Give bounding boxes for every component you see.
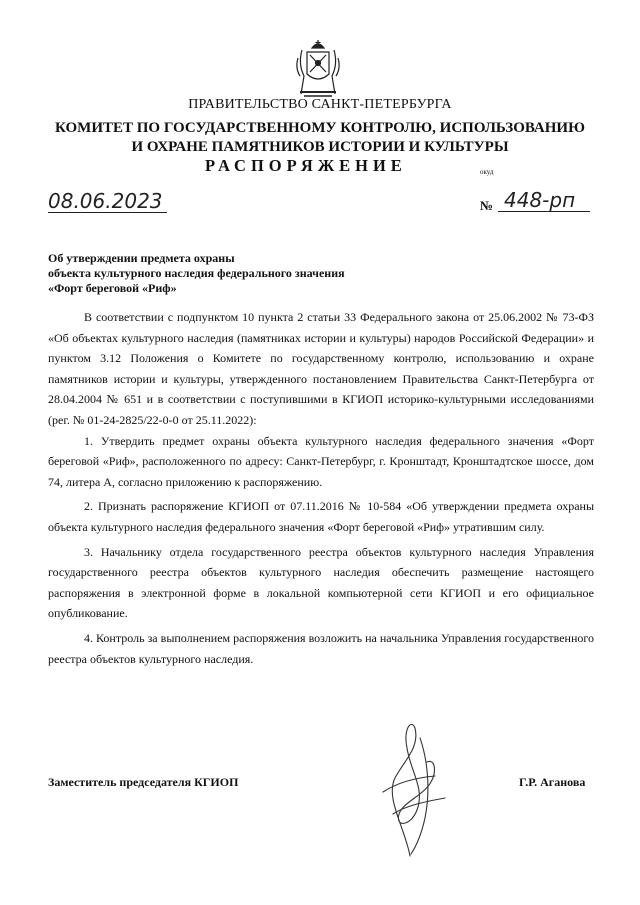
document-type-title: РАСПОРЯЖЕНИЕ <box>205 156 407 175</box>
committee-title-line-2: И ОХРАНЕ ПАМЯТНИКОВ ИСТОРИИ И КУЛЬТУРЫ <box>131 139 509 155</box>
coat-of-arms-emblem <box>292 38 344 100</box>
document-subject <box>48 251 378 296</box>
item-4-paragraph: 4. Контроль за выполнением распоряжения возложить на начальника Управления государственного реестра объектов культурного наследия. <box>48 630 594 666</box>
item-3-paragraph: 3. Начальнику отдела государственного реестра объектов культурного наследия Управления государственного реестра объектов культурного наследия обеспечить размещение настоящего распоряжения в электронной форме в локальной компьютерной сети КГИОП и его официальное опубликование. <box>48 544 594 621</box>
okud-label: окуд <box>480 168 494 176</box>
government-title: ПРАВИТЕЛЬСТВО САНКТ-ПЕТЕРБУРГА <box>188 97 452 112</box>
document-date: 08.06.2023 <box>48 191 167 213</box>
subject-line: «Форт береговой «Риф» <box>48 281 177 295</box>
subject-line: объекта культурного наследия федерального значения <box>48 266 345 280</box>
signatory-name: Г.Р. Аганова <box>519 775 586 789</box>
document-number: 448-рп <box>498 190 590 212</box>
document-body <box>48 307 594 669</box>
committee-title-line-1: КОМИТЕТ ПО ГОСУДАРСТВЕННОМУ КОНТРОЛЮ, ИСПОЛЬЗОВАНИЮ <box>55 120 585 136</box>
signatory-position: Заместитель председателя КГИОП <box>48 775 239 789</box>
subject-line: Об утверждении предмета охраны <box>48 251 235 265</box>
number-label: № <box>480 198 494 213</box>
item-1-paragraph: 1. Утвердить предмет охраны объекта культурного наследия федерального значения «Форт береговой «Риф», расположенного по адресу: Санкт-Петербург, г. Кронштадт, Кронштадтское шоссе, дом 74, литера А, согласно приложению к распоряжению. <box>48 433 594 489</box>
preamble-paragraph: В соответствии с подпунктом 10 пункта 2 статьи 33 Федерального закона от 25.06.2002 № 73-ФЗ «Об объектах культурного наследия (памятниках истории и культуры) народов Российской Федерации» и пунктом 3.12 Положения о Комитете по государственному контролю, использованию и охране памятников истории и культуры, утвержденного постановлением Правительства Санкт-Петербурга от 28.04.2004 № 651 и в соответствии с поступившими в КГИОП историко-культурными исследованиями (рег. № 01-24-2825/22-0-0 от 25.11.2022): <box>48 310 594 427</box>
committee-title <box>0 119 640 157</box>
item-2-paragraph: 2. Признать распоряжение КГИОП от 07.11.2016 № 10-584 «Об утверждении предмета охраны объекта культурного наследия федерального значения «Форт береговой «Риф» утратившим силу. <box>48 499 594 534</box>
handwritten-signature <box>365 718 455 858</box>
